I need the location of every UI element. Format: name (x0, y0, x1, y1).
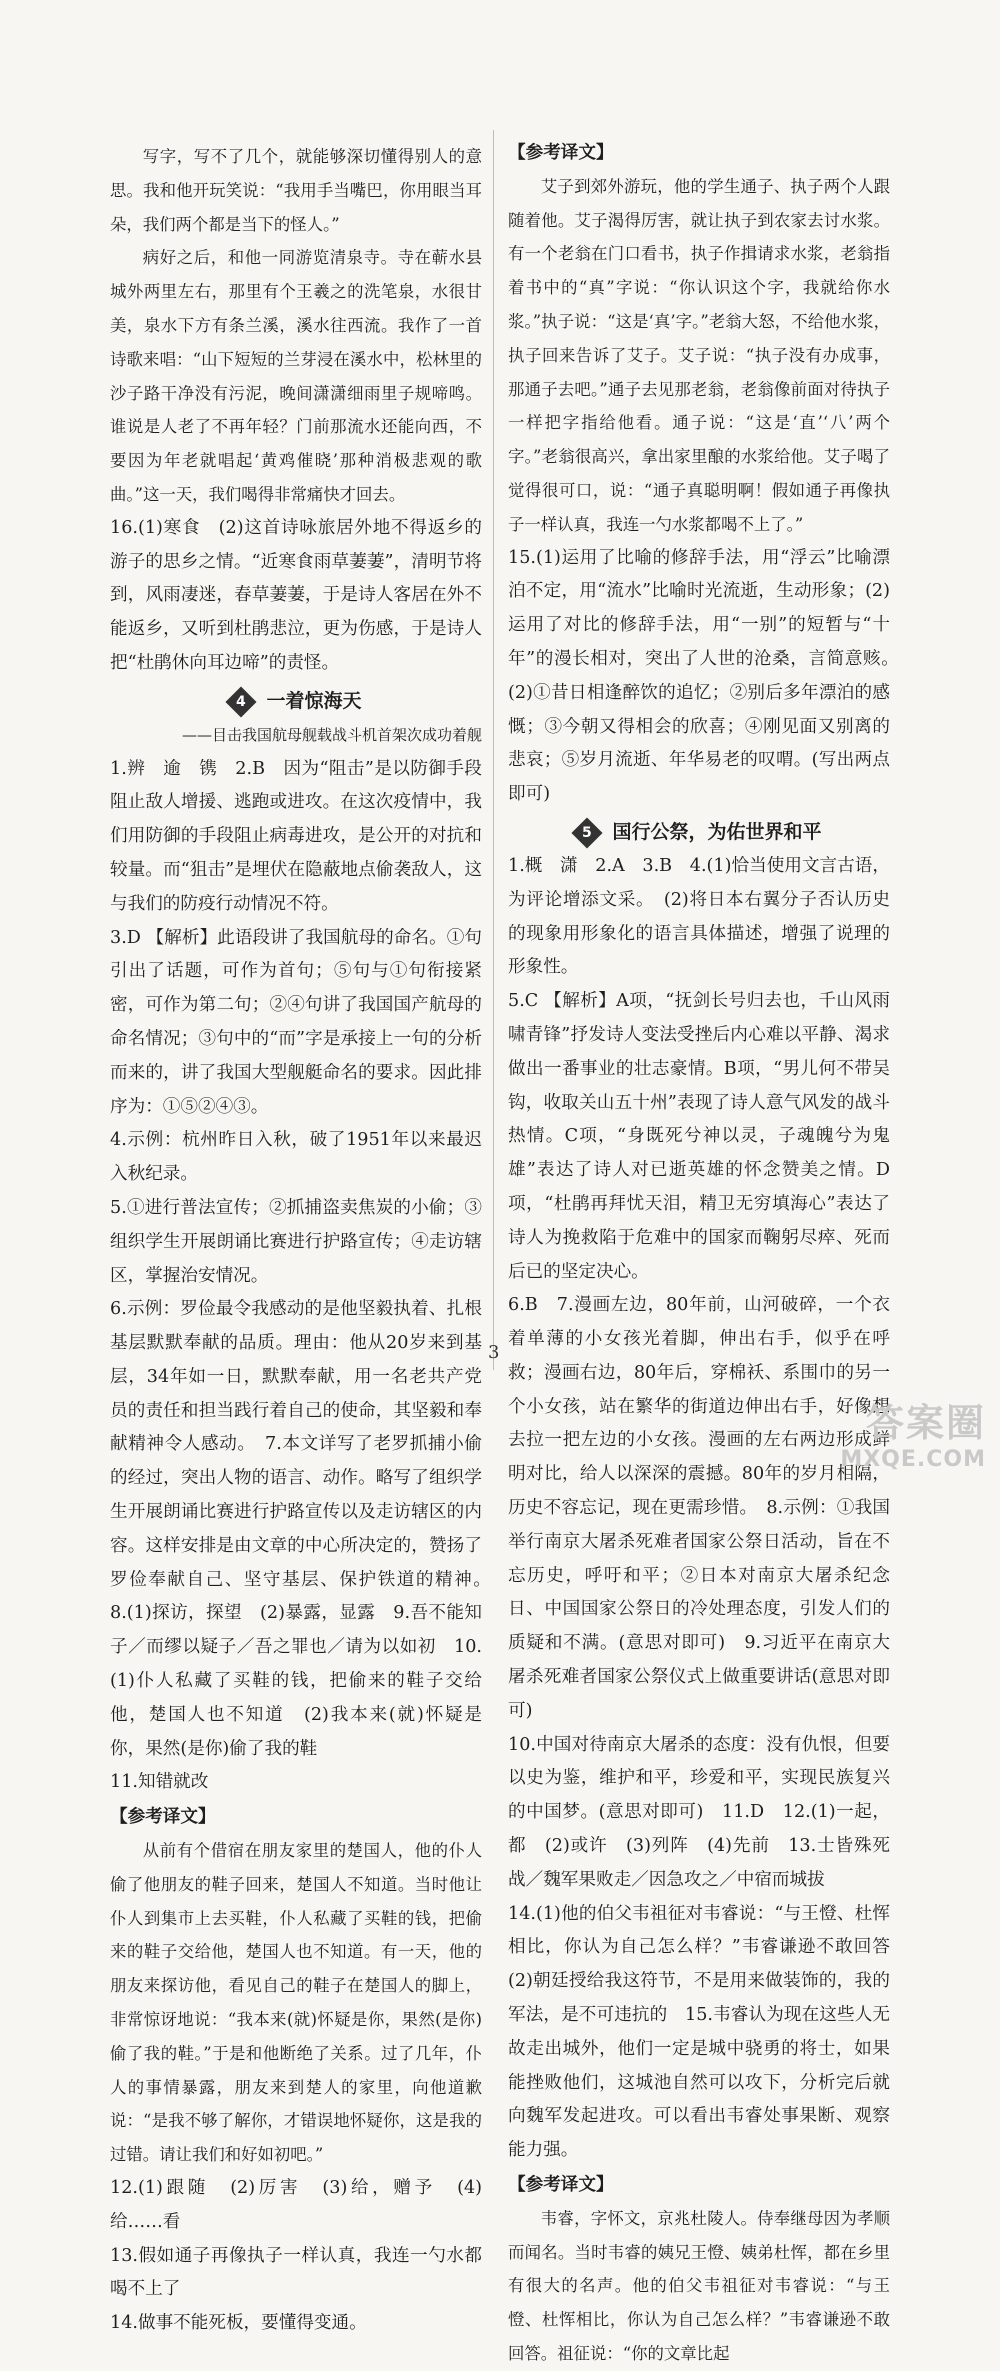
answer-paragraph: 韦睿，字怀文，京兆杜陵人。侍奉继母因为孝顺而闻名。当时韦睿的姨兄王憕、姨弟杜恽，都在乡里有很大的名声。他的伯父韦祖征对韦睿说：“与王憕、杜恽相比，你认为自己怎么样？”韦睿谦逊不敢回答。祖征说：“你的文章比起 (508, 2208, 890, 2363)
right-column (508, 136, 908, 2371)
answer-paragraph: 1.辨 逾 镌 2.B 因为“阻击”是以防御手段阻止敌人增援、逃跑或进攻。在这次疫情中，我们用防御的手段阻止病毒进攻，是公开的对抗和较量。而“狙击”是埋伏在隐蔽地点偷袭敌人，这与我们的防疫行动情况不符。 (110, 758, 482, 914)
watermark (840, 1392, 986, 1472)
page-number: 3 (488, 1342, 500, 1363)
section-4-heading (110, 685, 482, 719)
reference-translation-label: 【参考译文】 (110, 1806, 216, 1828)
watermark-url: MXQE.COM (840, 1447, 986, 1472)
answer-paragraph: 14.做事不能死板，要懂得变通。 (110, 2313, 367, 2334)
answer-paragraph: 16.(1)寒食 (2)这首诗咏旅居外地不得返乡的游子的思乡之情。“近寒食雨草萋萋”，清明节将到，风雨凄迷，春草萋萋，于是诗人客居在外不能返乡，又听到杜鹃悲泣，更为伤感，于是诗人把“杜鹃休向耳边啼”的责怪。 (110, 517, 482, 673)
reference-translation-label: 【参考译文】 (508, 2174, 614, 2196)
answer-paragraph: 艾子到郊外游玩，他的学生通子、执子两个人跟随着他。艾子渴得厉害，就让执子到农家去讨水浆。有一个老翁在门口看书，执子作揖请求水浆，老翁指着书中的“真”字说：“你认识这个字，我就给你水浆。”执子说：“这是‘真’字。”老翁大怒，不给他水浆，执子回来告诉了艾子。艾子说：“执子没有办成事，那通子去吧。”通子去见那老翁，老翁像前面对待执子一样把字指给他看。通子说：“这是‘直’‘八’两个字。”老翁很高兴，拿出家里酿的水浆给他。艾子喝了觉得很可口，说：“通子真聪明啊！假如通子再像执子一样认真，我连一勺水浆都喝不上了。” (508, 176, 890, 534)
watermark-logo: 答案圈 (865, 1401, 986, 1445)
answer-paragraph: 从前有个借宿在朋友家里的楚国人，他的仆人偷了他朋友的鞋子回来，楚国人不知道。当时他让仆人到集市上去买鞋，仆人私藏了买鞋的钱，把偷来的鞋子交给他，楚国人也不知道。有一天，他的朋友来探访他，看见自己的鞋子在楚国人的脚上，非常惊讶地说：“我本来(就)怀疑是你，果然(是你)偷了我的鞋。”于是和他断绝了关系。过了几年，仆人的事情暴露，朋友来到楚人的家里，向他道歉说：“是我不够了解你，才错误地怀疑你，这是我的过错。请让我们和好如初吧。” (110, 1841, 482, 2165)
section-5-heading (508, 816, 890, 850)
answer-paragraph: 13.假如通子再像执子一样认真，我连一勺水都喝不上了 (110, 2245, 482, 2300)
section-number: 5 (582, 824, 593, 841)
answer-paragraph: 1.概 潇 2.A 3.B 4.(1)恰当使用文言古语，为评论增添文采。 (2)将日本右翼分子否认历史的现象用形象化的语言具体描述，增强了说理的形象性。 (508, 855, 890, 978)
reference-translation-label: 【参考译文】 (508, 142, 614, 163)
right-column-top (508, 136, 908, 812)
answer-paragraph: 12.(1)跟随 (2)厉害 (3)给，赠予 (4)给……看 (110, 2178, 482, 2232)
section-subtitle: ——目击我国航母舰载战斗机首架次成功着舰 (181, 725, 482, 744)
answer-paragraph: 11.知错就改 (110, 1772, 209, 1793)
section-title: 一着惊海天 (266, 689, 362, 712)
right-column-answers (508, 850, 908, 2371)
answer-paragraph: 10.中国对待南京大屠杀的态度：没有仇恨，但要以史为鉴，维护和平，珍爱和平，实现民族复兴的中国梦。(意思对即可) 11.D 12.(1)一起，都 (2)或许 (3)列阵 (4)先前 13.士皆殊死战／魏军果败走／因急攻之／中宿而城拔 (508, 1734, 890, 1890)
section-title: 国行公祭，为佑世界和平 (612, 821, 822, 844)
answer-paragraph: 6.示例：罗俭最令我感动的是他坚毅执着、扎根基层默默奉献的品质。理由：他从20岁来到基层，34年如一日，默默奉献，用一名老共产党员的责任和担当践行着自己的使命，其坚毅和奉献精神令人感动。 7.本文详写了老罗抓捕小偷的经过，突出人物的语言、动作。略写了组织学生开展朗诵比赛进行护路宣传以及走访辖区的内容。这样安排是由文章的中心所决定的，赞扬了罗俭奉献自己、坚守基层、保护铁道的精神。 8.(1)探访，探望 (2)暴露，显露 9.吾不能知子／而缪以疑子／吾之罪也／请为以如初 10.(1)仆人私藏了买鞋的钱，把偷来的鞋子交给他，楚国人也不知道 (2)我本来(就)怀疑是你，果然(是你)偷了我的鞋 (110, 1299, 500, 1759)
answer-paragraph: 5.①进行普法宣传；②抓捕盗卖焦炭的小偷；③组织学生开展朗诵比赛进行护路宣传；④走访辖区，掌握治安情况。 (110, 1197, 482, 1286)
section-number-badge (572, 817, 603, 848)
column-divider (493, 130, 494, 1370)
left-column-top (110, 140, 482, 681)
answer-paragraph: 写字，写不了几个，就能够深切懂得别人的意思。我和他开玩笑说：“我用手当嘴巴，你用眼当耳朵，我们两个都是当下的怪人。” (110, 147, 482, 234)
answer-paragraph: 病好之后，和他一同游览清泉寺。寺在蕲水县城外两里左右，那里有个王羲之的洗笔泉，水很甘美，泉水下方有条兰溪，溪水往西流。我作了一首诗歌来唱：“山下短短的兰芽浸在溪水中，松林里的沙子路干净没有污泥，晚间潇潇细雨里子规啼鸣。谁说是人老了不再年轻？门前那流水还能向西，不要因为年老就唱起‘黄鸡催晓’那种消极悲观的歌曲。”这一天，我们喝得非常痛快才回去。 (110, 248, 482, 504)
answer-paragraph: 15.(1)运用了比喻的修辞手法，用“浮云”比喻漂泊不定，用“流水”比喻时光流逝，生动形象；(2)运用了对比的修辞手法，用“一别”的短暂与“十年”的漫长相对，突出了人世的沧桑，言简意赅。 (2)①昔日相逢醉饮的追忆；②别后多年漂泊的感慨；③今朝又得相会的欣喜；④刚见面又别离的悲哀；⑤岁月流逝、年华易老的叹喟。(写出两点即可) (508, 547, 908, 805)
answer-paragraph: 14.(1)他的伯父韦祖征对韦睿说：“与王憕、杜恽相比，你认为自己怎么样？”韦睿谦逊不敢回答 (2)朝廷授给我这符节，不是用来做装饰的，我的军法，是不可违抗的 15.韦睿认为现在这些人无故走出城外，他们一定是城中骁勇的将士，如果能挫败他们，这城池自然可以攻下，分析完后就向魏军发起进攻。可以看出韦睿处事果断、观察能力强。 (508, 1903, 908, 2161)
answer-paragraph: 4.示例：杭州昨日入秋，破了1951年以来最迟入秋纪录。 (110, 1130, 482, 1185)
answer-paragraph: 5.C 【解析】A项，“抚剑长号归去也，千山风雨啸青锋”抒发诗人变法受挫后内心难以平静、渴求做出一番事业的壮志豪情。B项，“男儿何不带吴钩，收取关山五十州”表现了诗人意气风发的战斗热情。C项，“身既死兮神以灵，子魂魄兮为鬼雄”表达了诗人对已逝英雄的怀念赞美之情。D项，“杜鹃再拜忧天泪，精卫无穷填海心”表达了诗人为挽救陷于危难中的国家而鞠躬尽瘁、死而后已的坚定决心。 (508, 991, 890, 1282)
answer-paragraph: 6.B 7.漫画左边，80年前，山河破碎，一个衣着单薄的小女孩光着脚，伸出右手，似乎在呼救；漫画右边，80年后，穿棉袄、系围巾的另一个小女孩，站在繁华的街道边伸出右手，好像想去拉一把左边的小女孩。漫画的左右两边形成鲜明对比，给人以深深的震撼。80年的岁月相隔，历史不容忘记，现在更需珍惜。 8.示例：①我国举行南京大屠杀死难者国家公祭日活动，旨在不忘历史，呼吁和平；②日本对南京大屠杀纪念日、中国国家公祭日的冷处理态度，引发人们的质疑和不满。(意思对即可) 9.习近平在南京大屠杀死难者国家公祭仪式上做重要讲话(意思对即可) (508, 1295, 890, 1721)
section-number-badge (226, 686, 257, 717)
answer-paragraph: 3.D 【解析】此语段讲了我国航母的命名。①句引出了话题，可作为首句；⑤句与①句衔接紧密，可作为第二句；②④句讲了我国国产航母的命名情况；③句中的“而”字是承接上一句的分析而来的，讲了我国大型舰艇命名的要求。因此排序为：①⑤②④③。 (110, 927, 482, 1117)
left-column-answers (110, 753, 500, 2341)
section-number: 4 (236, 693, 247, 710)
left-column (110, 140, 500, 2341)
